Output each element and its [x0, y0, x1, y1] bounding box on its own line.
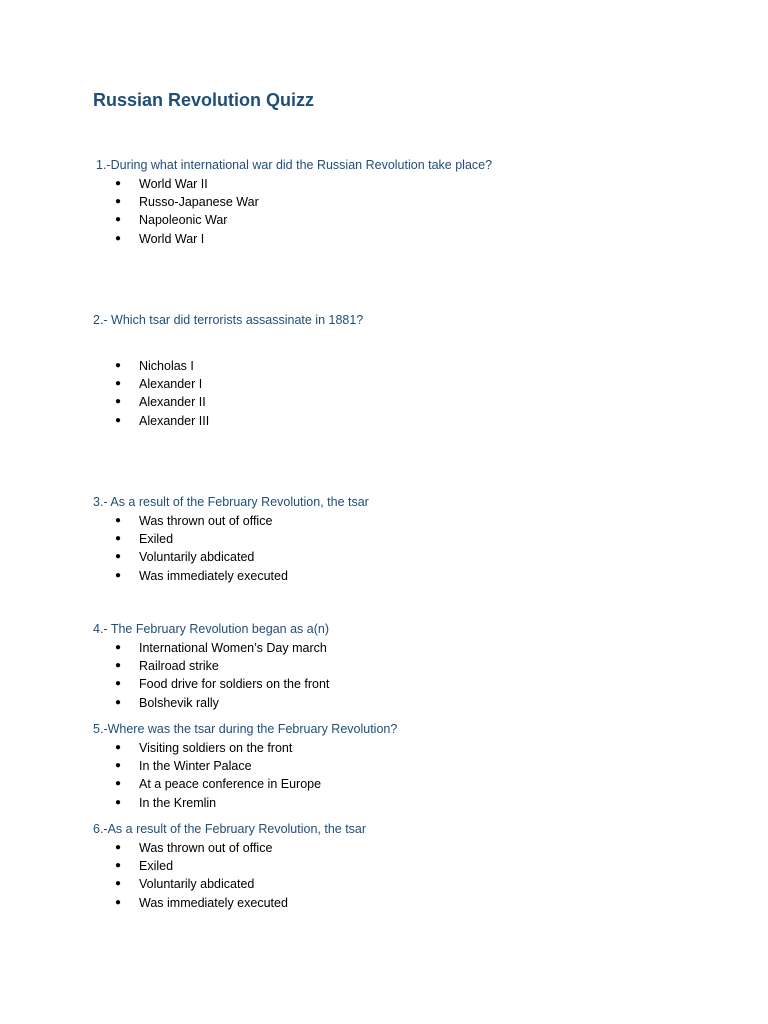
bullet-icon: ● — [115, 796, 122, 808]
option-text: Voluntarily abdicated — [139, 877, 255, 892]
question-1: 1.-During what international war did the Russian Revolution take place? — [96, 158, 493, 172]
option-text: In the Kremlin — [139, 795, 217, 810]
question-5: 5.-Where was the tsar during the February Revolution? — [93, 722, 398, 736]
bullet-icon: ● — [115, 396, 122, 408]
option-text: Voluntarily abdicated — [139, 550, 255, 565]
option-text: At a peace conference in Europe — [139, 777, 322, 792]
bullet-icon: ● — [115, 896, 122, 908]
bullet-icon: ● — [115, 696, 122, 708]
option-text: Food drive for soldiers on the front — [139, 677, 330, 692]
question-3: 3.- As a result of the February Revolution, the tsar — [93, 495, 369, 509]
question-6: 6.-As a result of the February Revolution, the tsar — [93, 822, 367, 836]
bullet-icon: ● — [115, 742, 122, 753]
page-title: Russian Revolution Quizz — [93, 90, 315, 110]
bullet-icon: ● — [115, 642, 122, 653]
bullet-icon: ● — [115, 232, 122, 244]
bullet-icon: ● — [115, 842, 122, 853]
option-text: Railroad strike — [139, 659, 219, 674]
option-text: Was immediately executed — [139, 895, 288, 910]
bullet-icon: ● — [115, 178, 122, 189]
bullet-icon: ● — [115, 760, 122, 772]
option-text: Was thrown out of office — [139, 514, 273, 528]
bullet-icon: ● — [115, 860, 122, 872]
bullet-icon: ● — [115, 778, 122, 790]
option-text: Was immediately executed — [139, 568, 288, 583]
option-text: Russo-Japanese War — [139, 195, 259, 210]
option-text: Exiled — [139, 532, 174, 547]
bullet-icon: ● — [115, 414, 122, 426]
bullet-icon: ● — [115, 660, 122, 672]
bullet-icon: ● — [115, 569, 122, 581]
bullet-icon: ● — [115, 678, 122, 690]
option-text: In the Winter Palace — [139, 759, 252, 774]
option-text: Nicholas I — [139, 359, 194, 373]
option-text: World War I — [139, 231, 205, 246]
option-text: World War II — [139, 177, 208, 191]
bullet-icon: ● — [115, 360, 122, 371]
bullet-icon: ● — [115, 196, 122, 208]
bullet-icon: ● — [115, 878, 122, 890]
option-text: Alexander II — [139, 395, 206, 410]
option-text: Exiled — [139, 859, 174, 874]
option-text: Alexander I — [139, 377, 203, 392]
bullet-icon: ● — [115, 515, 122, 526]
bullet-icon: ● — [115, 214, 122, 226]
option-text: Bolshevik rally — [139, 695, 219, 710]
option-text: International Women’s Day march — [139, 641, 327, 655]
option-text: Visiting soldiers on the front — [139, 741, 293, 755]
bullet-icon: ● — [115, 378, 122, 390]
question-2: 2.- Which tsar did terrorists assassinate in 1881? — [93, 313, 364, 327]
option-text: Was thrown out of office — [139, 841, 273, 855]
bullet-icon: ● — [115, 551, 122, 563]
option-text: Napoleonic War — [139, 213, 228, 228]
bullet-icon: ● — [115, 533, 122, 545]
question-4: 4.- The February Revolution began as a(n) — [93, 622, 330, 636]
option-text: Alexander III — [139, 413, 210, 428]
